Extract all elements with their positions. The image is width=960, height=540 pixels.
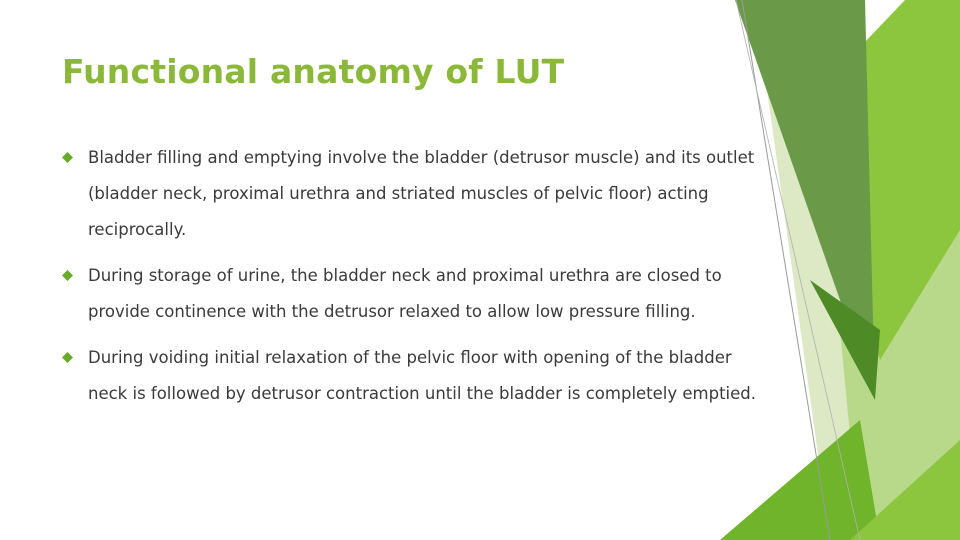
diamond-bullet-icon [62,270,73,281]
bullet-list [62,140,762,422]
bullet-text: Bladder filling and emptying involve the bladder (detrusor muscle) and its outlet (bladder neck, proximal urethra and striated muscles of pelvic floor) acting reciprocally. [88,148,755,239]
diamond-bullet-icon [62,352,73,363]
diamond-bullet-icon [62,152,73,163]
bullet-item [62,340,762,412]
bullet-item [62,140,762,248]
bullet-item [62,258,762,330]
bullet-text: During storage of urine, the bladder neck and proximal urethra are closed to provide continence with the detrusor relaxed to allow low pressure filling. [88,266,722,321]
slide-title: Functional anatomy of LUT [62,52,565,91]
bullet-text: During voiding initial relaxation of the pelvic floor with opening of the bladder neck is followed by detrusor contraction until the bladder is completely emptied. [88,348,757,403]
